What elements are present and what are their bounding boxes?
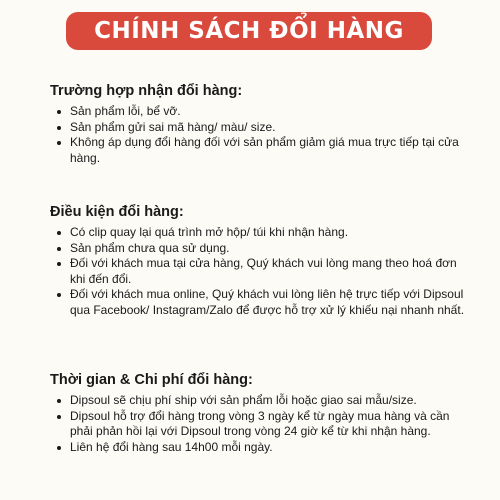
section-time-and-cost — [50, 371, 470, 455]
list-item: Dipsoul sẽ chịu phí ship với sản phẩm lỗi hoặc giao sai mẫu/size. — [50, 393, 470, 409]
list-item: Đối với khách mua online, Quý khách vui lòng liên hệ trực tiếp với Dipsoul qua Facebook/ Instagram/Zalo để được hỗ trợ xử lý khiếu nại nhanh nhất. — [50, 287, 470, 318]
bullet-list — [50, 393, 470, 455]
list-item: Sản phẩm chưa qua sử dụng. — [50, 241, 470, 257]
section-heading: Trường hợp nhận đổi hàng: — [50, 83, 243, 99]
list-item: Sản phẩm gửi sai mã hàng/ màu/ size. — [50, 120, 470, 136]
section-heading: Thời gian & Chi phí đổi hàng: — [50, 372, 253, 388]
section-heading: Điều kiện đổi hàng: — [50, 204, 184, 220]
list-item: Liên hệ đổi hàng sau 14h00 mỗi ngày. — [50, 440, 470, 456]
page-title: CHÍNH SÁCH ĐỔI HÀNG — [94, 18, 404, 44]
list-item: Đối với khách mua tại cửa hàng, Quý khách vui lòng mang theo hoá đơn khi đến đổi. — [50, 256, 470, 287]
list-item: Không áp dụng đổi hàng đối với sản phẩm giảm giá mua trực tiếp tại cửa hàng. — [50, 135, 470, 166]
bullet-list — [50, 225, 470, 319]
title-banner — [66, 12, 432, 50]
list-item: Dipsoul hỗ trợ đổi hàng trong vòng 3 ngày kể từ ngày mua hàng và cần phải phản hồi lại với Dipsoul trong vòng 24 giờ kể từ khi nhận hàng. — [50, 409, 470, 440]
bullet-list — [50, 104, 470, 166]
list-item: Có clip quay lại quá trình mở hộp/ túi khi nhận hàng. — [50, 225, 470, 241]
section-return-conditions — [50, 203, 470, 319]
section-return-cases — [50, 82, 470, 166]
list-item: Sản phẩm lỗi, bể vỡ. — [50, 104, 470, 120]
